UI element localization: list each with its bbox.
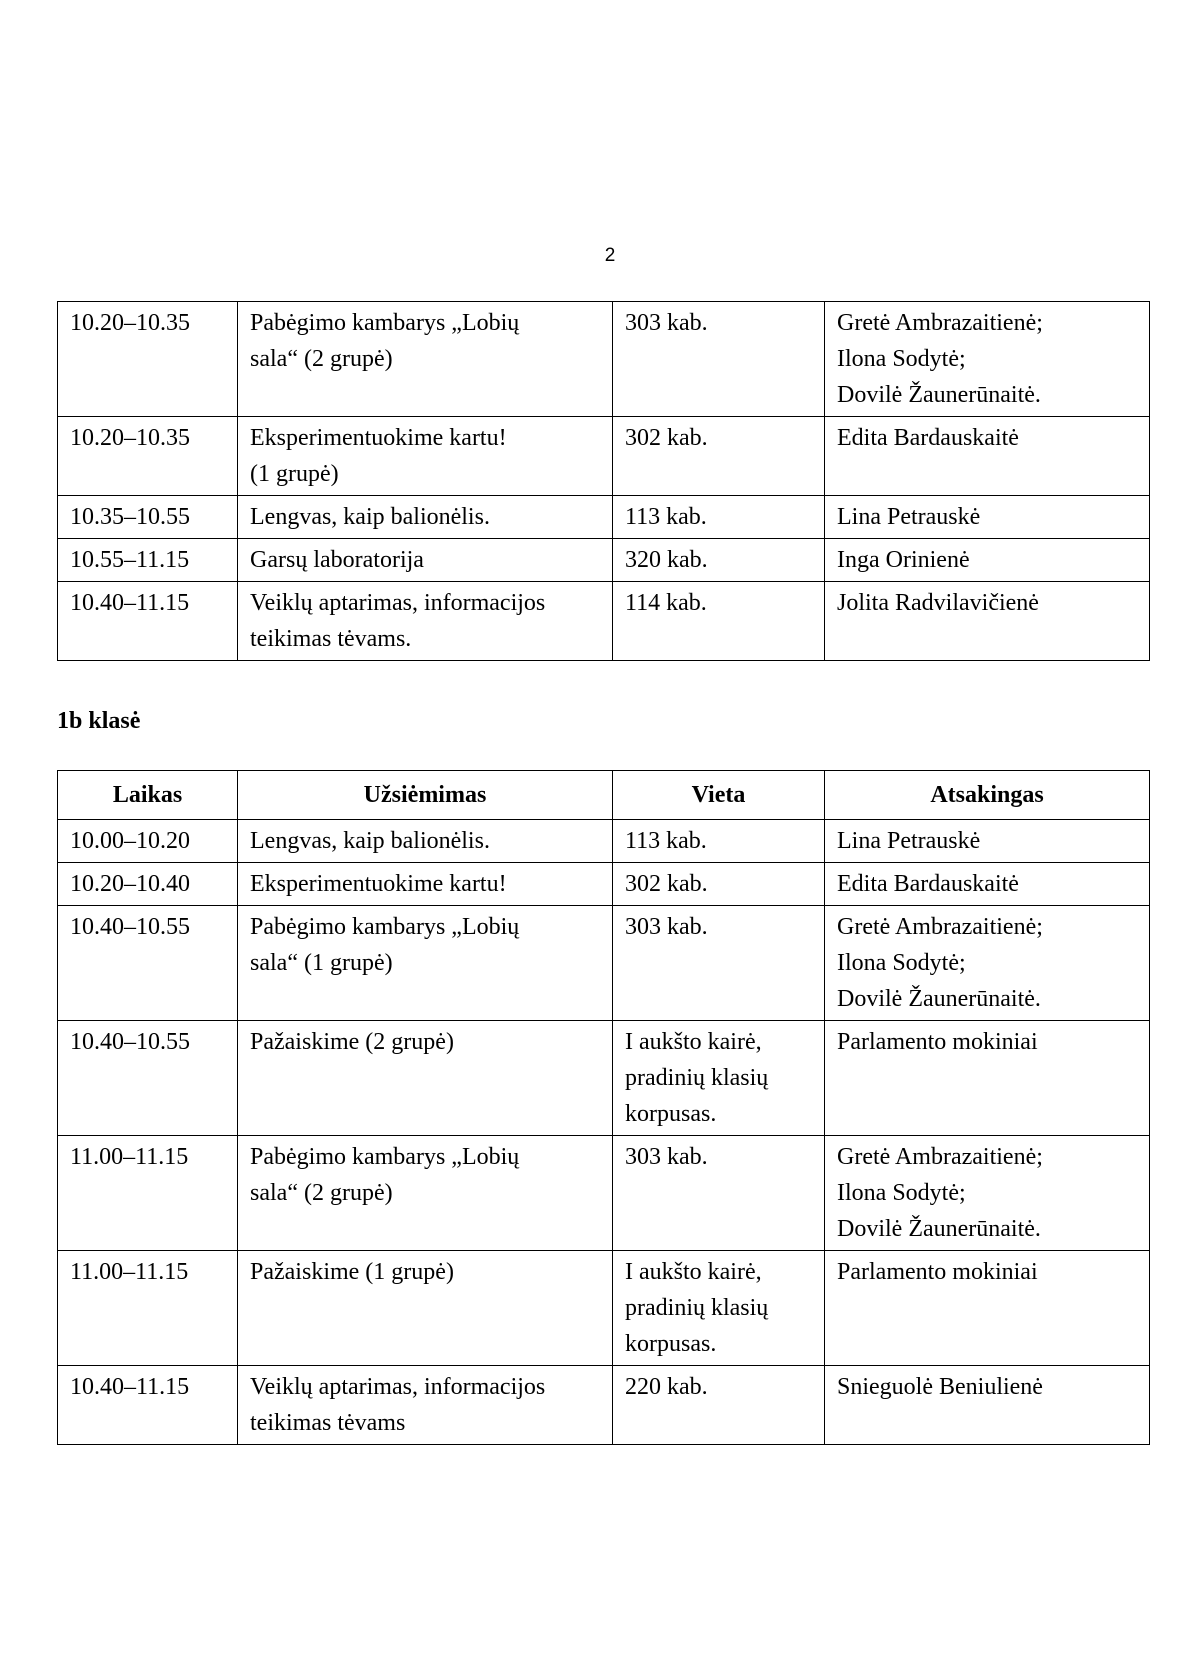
schedule-table-1b — [57, 770, 1150, 1445]
responsible-cell-line: Ilona Sodytė; — [837, 346, 966, 372]
activity-cell-line: Veiklų aptarimas, informacijos — [250, 1374, 546, 1400]
activity-cell-line: teikimas tėvams. — [250, 626, 412, 652]
table-row — [58, 820, 1150, 863]
activity-cell-line: Pažaiskime (1 grupė) — [250, 1259, 454, 1285]
location-cell-line: korpusas. — [625, 1331, 717, 1357]
activity-cell-line: sala“ (2 grupė) — [250, 1180, 393, 1206]
activity-cell-line: Veiklų aptarimas, informacijos — [250, 590, 546, 616]
responsible-cell — [825, 1366, 1150, 1445]
time-cell: 10.20–10.35 — [58, 417, 238, 496]
activity-cell — [238, 1021, 613, 1136]
header-location: Vieta — [613, 771, 825, 820]
table-row — [58, 539, 1150, 582]
responsible-cell — [825, 906, 1150, 1021]
activity-cell-line: Pažaiskime (2 grupė) — [250, 1029, 454, 1055]
location-cell — [613, 820, 825, 863]
activity-cell — [238, 1136, 613, 1251]
activity-cell — [238, 417, 613, 496]
table-row — [58, 1136, 1150, 1251]
responsible-cell-line: Snieguolė Beniulienė — [837, 1374, 1043, 1400]
activity-cell — [238, 539, 613, 582]
location-cell-line: 114 kab. — [625, 590, 707, 616]
responsible-cell — [825, 496, 1150, 539]
responsible-cell-line: Edita Bardauskaitė — [837, 871, 1019, 897]
location-cell-line: 113 kab. — [625, 504, 707, 530]
table-row — [58, 496, 1150, 539]
location-cell-line: 303 kab. — [625, 310, 708, 336]
table-row — [58, 1021, 1150, 1136]
responsible-cell — [825, 302, 1150, 417]
location-cell-line: korpusas. — [625, 1101, 717, 1127]
time-cell: 11.00–11.15 — [58, 1136, 238, 1251]
table-row — [58, 906, 1150, 1021]
location-cell — [613, 1251, 825, 1366]
responsible-cell — [825, 582, 1150, 661]
location-cell-line: 320 kab. — [625, 547, 708, 573]
activity-cell-line: Garsų laboratorija — [250, 547, 424, 573]
responsible-cell-line: Parlamento mokiniai — [837, 1259, 1038, 1285]
activity-cell — [238, 906, 613, 1021]
location-cell-line: 302 kab. — [625, 425, 708, 451]
location-cell — [613, 302, 825, 417]
time-cell: 10.40–11.15 — [58, 582, 238, 661]
activity-cell — [238, 302, 613, 417]
schedule-table-body — [58, 820, 1150, 1445]
time-cell: 10.20–10.40 — [58, 863, 238, 906]
activity-cell — [238, 1366, 613, 1445]
location-cell-line: 303 kab. — [625, 914, 708, 940]
responsible-cell-line: Ilona Sodytė; — [837, 1180, 966, 1206]
table-row — [58, 863, 1150, 906]
location-cell-line: 113 kab. — [625, 828, 707, 854]
location-cell — [613, 417, 825, 496]
responsible-cell-line: Gretė Ambrazaitienė; — [837, 310, 1043, 336]
activity-cell-line: teikimas tėvams — [250, 1410, 406, 1436]
header-responsible: Atsakingas — [825, 771, 1150, 820]
location-cell — [613, 582, 825, 661]
location-cell — [613, 1136, 825, 1251]
location-cell — [613, 496, 825, 539]
time-cell: 11.00–11.15 — [58, 1251, 238, 1366]
header-row — [58, 771, 1150, 820]
table-row — [58, 582, 1150, 661]
location-cell-line: pradinių klasių — [625, 1065, 769, 1091]
activity-cell-line: Lengvas, kaip balionėlis. — [250, 828, 490, 854]
time-cell: 10.20–10.35 — [58, 302, 238, 417]
activity-cell-line: sala“ (1 grupė) — [250, 950, 393, 976]
activity-cell-line: Pabėgimo kambarys „Lobių — [250, 310, 520, 336]
table-row — [58, 302, 1150, 417]
activity-cell-line: sala“ (2 grupė) — [250, 346, 393, 372]
time-cell: 10.00–10.20 — [58, 820, 238, 863]
responsible-cell — [825, 863, 1150, 906]
header-activity: Užsiėmimas — [238, 771, 613, 820]
responsible-cell-line: Inga Orinienė — [837, 547, 970, 573]
table-row — [58, 1251, 1150, 1366]
location-cell-line: 220 kab. — [625, 1374, 708, 1400]
schedule-table-1a — [57, 301, 1150, 661]
responsible-cell-line: Parlamento mokiniai — [837, 1029, 1038, 1055]
activity-cell — [238, 582, 613, 661]
location-cell-line: pradinių klasių — [625, 1295, 769, 1321]
activity-cell — [238, 496, 613, 539]
time-cell: 10.40–10.55 — [58, 906, 238, 1021]
responsible-cell-line: Edita Bardauskaitė — [837, 425, 1019, 451]
location-cell — [613, 1366, 825, 1445]
responsible-cell — [825, 417, 1150, 496]
responsible-cell-line: Gretė Ambrazaitienė; — [837, 914, 1043, 940]
responsible-cell — [825, 1021, 1150, 1136]
activity-cell-line: (1 grupė) — [250, 461, 339, 487]
responsible-cell-line: Dovilė Žaunerūnaitė. — [837, 986, 1041, 1012]
table-row — [58, 417, 1150, 496]
location-cell-line: I aukšto kairė, — [625, 1029, 762, 1055]
activity-cell-line: Pabėgimo kambarys „Lobių — [250, 914, 520, 940]
location-cell — [613, 906, 825, 1021]
activity-cell-line: Lengvas, kaip balionėlis. — [250, 504, 490, 530]
responsible-cell-line: Dovilė Žaunerūnaitė. — [837, 382, 1041, 408]
responsible-cell — [825, 820, 1150, 863]
responsible-cell-line: Gretė Ambrazaitienė; — [837, 1144, 1043, 1170]
location-cell — [613, 863, 825, 906]
table-row — [58, 1366, 1150, 1445]
activity-cell — [238, 863, 613, 906]
time-cell: 10.55–11.15 — [58, 539, 238, 582]
activity-cell-line: Eksperimentuokime kartu! — [250, 425, 507, 451]
responsible-cell — [825, 1251, 1150, 1366]
responsible-cell-line: Dovilė Žaunerūnaitė. — [837, 1216, 1041, 1242]
responsible-cell-line: Lina Petrauskė — [837, 504, 981, 530]
location-cell-line: 302 kab. — [625, 871, 708, 897]
time-cell: 10.40–11.15 — [58, 1366, 238, 1445]
header-time: Laikas — [58, 771, 238, 820]
location-cell — [613, 539, 825, 582]
page-number: 2 — [604, 245, 616, 266]
table-header — [58, 771, 1150, 820]
time-cell: 10.35–10.55 — [58, 496, 238, 539]
responsible-cell-line: Ilona Sodytė; — [837, 950, 966, 976]
location-cell-line: I aukšto kairė, — [625, 1259, 762, 1285]
schedule-table-body — [58, 302, 1150, 661]
activity-cell — [238, 820, 613, 863]
responsible-cell — [825, 539, 1150, 582]
responsible-cell — [825, 1136, 1150, 1251]
location-cell-line: 303 kab. — [625, 1144, 708, 1170]
responsible-cell-line: Jolita Radvilavičienė — [837, 590, 1039, 616]
activity-cell-line: Pabėgimo kambarys „Lobių — [250, 1144, 520, 1170]
responsible-cell-line: Lina Petrauskė — [837, 828, 981, 854]
section-heading: 1b klasė — [57, 708, 141, 734]
activity-cell-line: Eksperimentuokime kartu! — [250, 871, 507, 897]
location-cell — [613, 1021, 825, 1136]
activity-cell — [238, 1251, 613, 1366]
time-cell: 10.40–10.55 — [58, 1021, 238, 1136]
